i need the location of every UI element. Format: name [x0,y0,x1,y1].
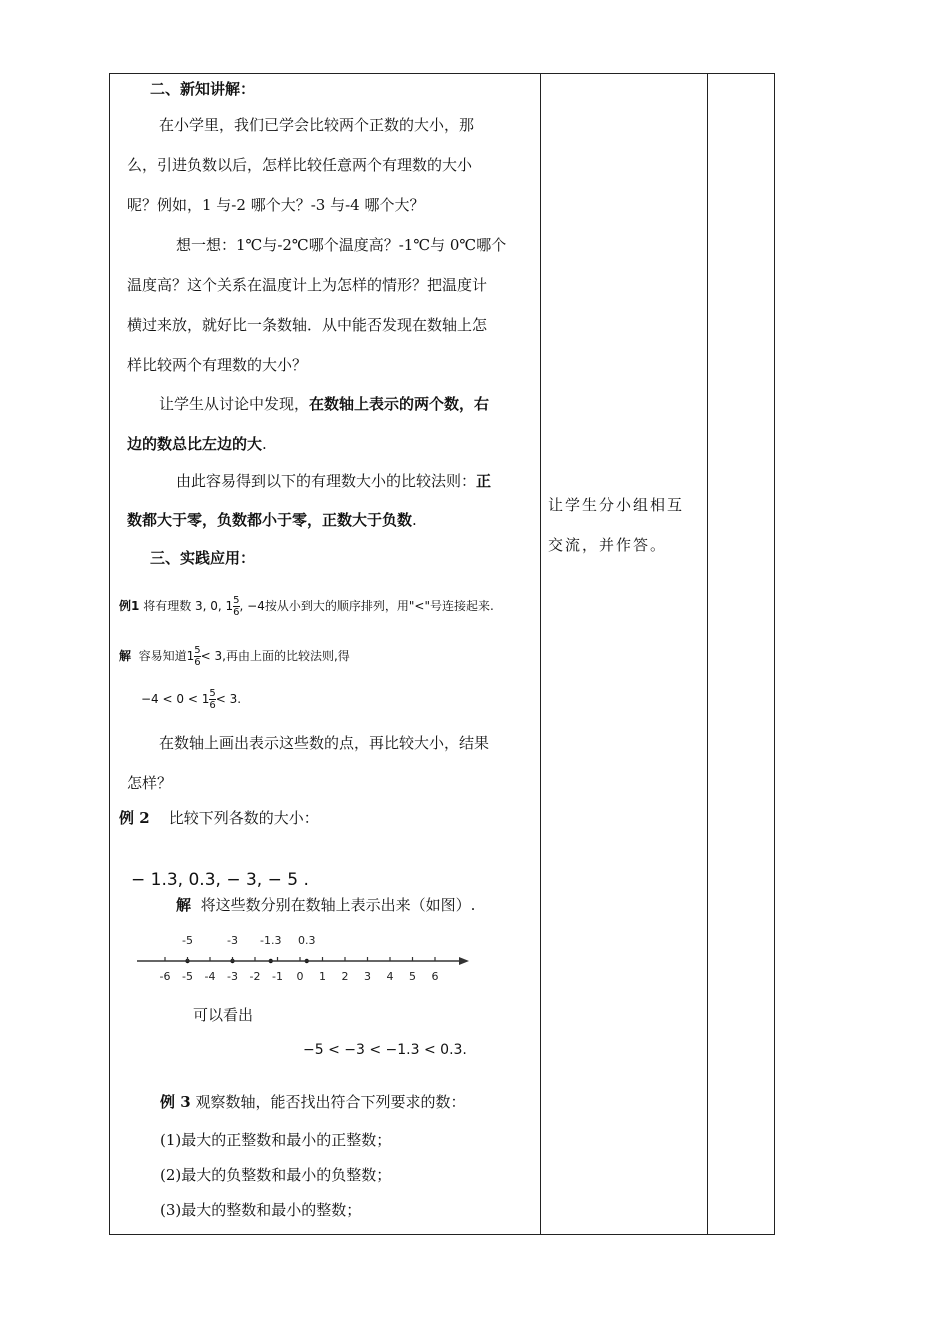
example-label: 例 2 [119,809,150,827]
number-point-label: -3 [227,934,238,947]
solution-1-result [141,686,241,712]
side-note-line: 让学生分小组相互 [548,496,685,514]
text-run: 观察数轴，能否找出符合下列要求的数： [195,1093,466,1111]
example-3 [160,1092,465,1112]
fraction-numerator: 5 [233,595,240,606]
solution-label: 解 [119,649,132,663]
paragraph-line: 温度高？这个关系在温度计上为怎样的情形？把温度计 [127,276,488,294]
text-run: . [262,435,267,453]
number-line-labels [182,934,315,963]
axis-tick-label: 3 [364,970,371,983]
text-run: 比较下列各数的大小： [168,809,319,827]
paragraph-line: 在数轴上画出表示这些数的点，再比较大小，结果 [159,734,490,752]
text-run: < 3. [215,692,242,706]
list-item: (1)最大的正整数和最小的正整数； [160,1131,392,1149]
paragraph-line [159,394,489,414]
axis-tick-label: 4 [386,970,394,983]
axis-tick-label: -2 [249,970,261,983]
axis-tick-label: 5 [409,970,416,983]
example-2 [119,808,319,828]
fraction-numerator: 5 [209,688,216,699]
example-1 [119,593,494,619]
paragraph-line: 想一想：1℃与-2℃哪个温度高？-1℃与 0℃哪个 [176,236,507,254]
number-point-label: -1.3 [260,934,282,947]
paragraph-line: 可以看出 [193,1006,254,1024]
key-rule: 数都大于零，负数都小于零，正数大于负数 [127,511,413,529]
section-heading-2: 二、新知讲解： [150,80,256,98]
paragraph-line: 样比较两个有理数的大小？ [127,356,308,374]
key-rule: 边的数总比左边的大 [127,435,263,453]
list-item: (2)最大的负整数和最小的负整数； [160,1166,392,1184]
solution-label: 解 [176,896,192,914]
text-run: , −4按从小到大的顺序排列，用"<"号连接起来. [239,599,494,613]
number-line [133,928,473,988]
example-label: 例 3 [160,1093,191,1111]
axis-tick-label: 2 [341,970,349,983]
number-point-label: -5 [182,934,193,947]
text-run: 将有理数 3, 0, 1 [143,599,234,613]
text-run: < 3,再由上面的比较法则,得 [200,649,350,663]
example-label: 例1 [119,599,140,613]
paragraph-line: 呢？例如，1 与-2 哪个大？-3 与-4 哪个大？ [127,196,425,214]
solution-2 [176,895,475,915]
fraction-denominator: 6 [209,700,216,711]
paragraph-line [127,510,417,530]
axis-tick-label: 0 [296,970,304,983]
text-run: 由此容易得到以下的有理数大小的比较法则： [176,472,477,490]
paragraph-line [176,471,491,491]
side-note-line: 交流，并作答。 [548,536,668,554]
paragraph-line: 么，引进负数以后，怎样比较任意两个有理数的大小 [127,156,473,174]
number-point-label: 0.3 [298,934,316,947]
text-run: . [412,511,417,529]
fraction-denominator: 6 [194,657,201,668]
axis-tick-label: -4 [204,970,216,983]
column-divider-2 [707,74,708,1234]
inequality: −5 < −3 < −1.3 < 0.3. [303,1042,467,1058]
section-heading-3: 三、实践应用： [150,549,256,567]
arrow-icon [459,957,469,965]
paragraph-line [127,434,267,454]
key-rule: 正 [476,472,492,490]
key-rule: 在数轴上表示的两个数，右 [309,395,490,413]
list-item: (3)最大的整数和最小的整数； [160,1201,362,1219]
axis-tick-label: 1 [319,970,326,983]
column-divider-1 [540,74,541,1234]
paragraph-line: 在小学里，我们已学会比较两个正数的大小，那 [159,116,475,134]
paragraph-line: 横过来放，就好比一条数轴．从中能否发现在数轴上怎 [127,316,488,334]
text-run: 让学生从讨论中发现， [159,395,310,413]
fraction-numerator: 5 [194,645,201,656]
paragraph-line: 怎样？ [127,774,173,792]
solution-1 [119,643,350,669]
axis-tick-label: 6 [431,970,439,983]
fraction-denominator: 6 [233,607,240,618]
axis-tick-label: -5 [182,970,193,983]
text-run: 将这些数分别在数轴上表示出来（如图）. [200,896,476,914]
text-run: 容易知道1 [138,649,195,663]
example-2-numbers: − 1.3, 0.3, − 3, − 5 . [131,870,309,890]
axis-tick-label: -6 [159,970,171,983]
axis-tick-label: -1 [272,970,283,983]
text-run: −4 < 0 < 1 [141,692,210,706]
axis-tick-label: -3 [227,970,238,983]
